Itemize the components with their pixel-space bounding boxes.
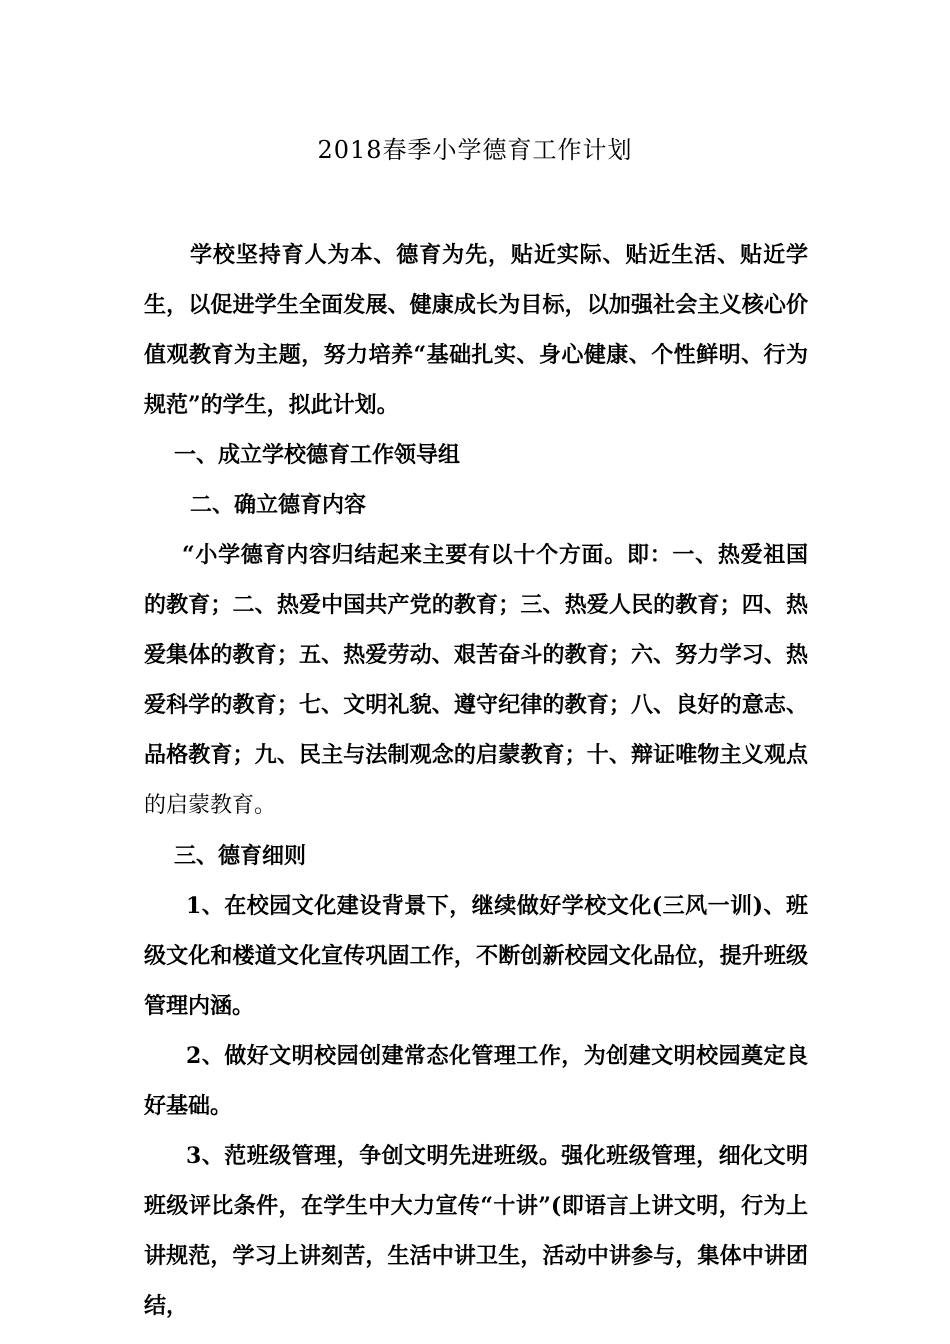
content-main-text: “小学德育内容归结起来主要有以十个方面。即：一、热爱祖国的教育；二、热爱中国共产党的教育；三、热爱人民的教育；四、热爱集体的教育；五、热爱劳动、艰苦奋斗的教育；六、努力学习、热爱科学的教育；七、文明礼貌、遵守纪律的教育；八、良好的意志、品格教育；九、民主与法制观念的启蒙教育；十、辩证唯物主义观点 [144, 542, 808, 768]
content-tail-text: 的启蒙教育。 [144, 793, 277, 818]
rule-item-1: 1、在校园文化建设背景下，继续做好学校文化(三风一训)、班级文化和楼道文化宣传巩固工作，不断创新校园文化品位，提升班级管理内涵。 [144, 893, 808, 1019]
rule-item-3: 3、范班级管理，争创文明先进班级。强化班级管理，细化文明班级评比条件，在学生中大力宣传“十讲”(即语言上讲文明，行为上讲规范，学习上讲刻苦，生活中讲卫生，活动中讲参与，集体中讲团结， [144, 1143, 808, 1319]
section-heading-1: 一、成立学校德育工作领导组 [174, 442, 461, 468]
document-body [144, 230, 808, 1331]
section-heading-3: 三、德育细则 [174, 843, 307, 869]
section-heading-2: 二、确立德育内容 [190, 492, 367, 518]
content-paragraph [144, 530, 808, 831]
intro-paragraph: 学校坚持育人为本、德育为先，贴近实际、贴近生活、贴近学生，以促进学生全面发展、健康成长为目标，以加强社会主义核心价值观教育为主题，努力培养“基础扎实、身心健康、个性鲜明、行为规范”的学生，拟此计划。 [144, 242, 808, 418]
rule-item-2: 2、做好文明校园创建常态化管理工作，为创建文明校园奠定良好基础。 [144, 1043, 808, 1119]
document-title: 2018春季小学德育工作计划 [317, 136, 633, 164]
